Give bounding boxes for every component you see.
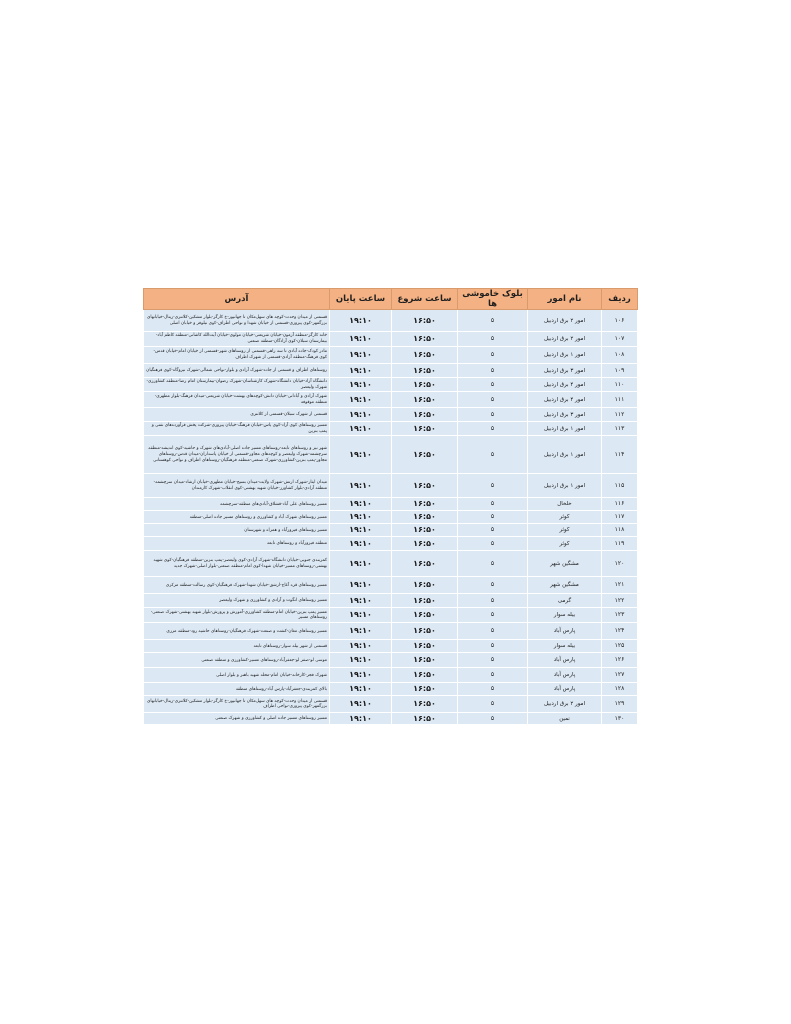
row-end-time: ۱۹:۱۰: [330, 310, 392, 332]
row-end-time: ۱۹:۱۰: [330, 713, 392, 725]
row-end-time: ۱۹:۱۰: [330, 332, 392, 347]
row-start-time: ۱۶:۵۰: [392, 608, 458, 623]
row-start-time: ۱۶:۵۰: [392, 392, 458, 408]
row-start-time: ۱۶:۵۰: [392, 623, 458, 640]
table-row: [144, 498, 638, 511]
row-start-time: ۱۶:۵۰: [392, 696, 458, 713]
table-row: [144, 623, 638, 640]
table-row: [144, 640, 638, 653]
row-address: دانشگاه آزاد-خیابان دانشگاه-شهرک کارشناسان-شهرک رضوان-بیمارستان امام رضا-منطقه کشاورزی-شهرک ولیعصر: [144, 378, 330, 392]
table-row: [144, 332, 638, 347]
row-end-time: ۱۹:۱۰: [330, 364, 392, 378]
table-row: [144, 392, 638, 408]
row-block: ۵: [458, 436, 528, 474]
row-index: ۱۲۰: [602, 551, 638, 577]
table-row: [144, 653, 638, 668]
header-block: بلوک خاموشی ها: [458, 289, 528, 310]
row-area: پارس آباد: [528, 668, 602, 683]
row-index: ۱۱۱: [602, 392, 638, 408]
row-index: ۱۱۵: [602, 474, 638, 498]
row-block: ۵: [458, 713, 528, 725]
row-address: مسیر پمپ بنزین-خیابان امام-منطقه کشاورزی-آموزش و پرورش-بلوار شهید بهشتی-شهرک صنعتی-روستاهای مسیر: [144, 608, 330, 623]
row-area: امور ۱ برق اردبیل: [528, 474, 602, 498]
table-row: [144, 511, 638, 524]
row-index: ۱۰۹: [602, 364, 638, 378]
row-address: روستاهای اطراف و قسمتی از جاده-شهرک آزادی و بلوار-نواحی شمالی-شهرک نیروگاه-کوی فرهنگیان: [144, 364, 330, 378]
row-start-time: ۱۶:۵۰: [392, 378, 458, 392]
row-area: امور ۳ برق اردبیل: [528, 408, 602, 422]
row-block: ۵: [458, 653, 528, 668]
row-end-time: ۱۹:۱۰: [330, 378, 392, 392]
row-address: مسیر روستاهای مغان-کشت و صنعت-شهرک فرهنگیان-روستاهای حاشیه رود-منطقه مرزی: [144, 623, 330, 640]
row-index: ۱۲۶: [602, 653, 638, 668]
table-row: [144, 364, 638, 378]
row-area: گرمی: [528, 594, 602, 608]
row-index: ۱۱۶: [602, 498, 638, 511]
table-row: [144, 408, 638, 422]
outage-schedule-sheet: [143, 288, 637, 725]
row-block: ۵: [458, 511, 528, 524]
row-start-time: ۱۶:۵۰: [392, 474, 458, 498]
row-area: مشگین شهر: [528, 551, 602, 577]
row-block: ۵: [458, 551, 528, 577]
row-end-time: ۱۹:۱۰: [330, 577, 392, 594]
row-index: ۱۱۳: [602, 422, 638, 436]
row-block: ۵: [458, 696, 528, 713]
row-block: ۵: [458, 310, 528, 332]
row-end-time: ۱۹:۱۰: [330, 696, 392, 713]
row-start-time: ۱۶:۵۰: [392, 683, 458, 696]
table-row: [144, 551, 638, 577]
row-block: ۵: [458, 498, 528, 511]
row-end-time: ۱۹:۱۰: [330, 347, 392, 364]
row-address: قسمتی از شهرک سبلان-قسمتی از کلانتری: [144, 408, 330, 422]
row-end-time: ۱۹:۱۰: [330, 653, 392, 668]
row-start-time: ۱۶:۵۰: [392, 551, 458, 577]
row-address: بالای کمربندی-جعفرآباد-پارس آباد-روستاهای منطقه: [144, 683, 330, 696]
row-address: مسیر روستاهای کوی آزاد-کوی یاس-خیابان فرهنگ-خیابان پیروزی-شرکت پخش فرآورده‌های نفتی و پمپ بنزین: [144, 422, 330, 436]
row-address: قسمتی از میدان وحدت-کوچه های سهل‌مکان تا جهانپور-خ کارگر-بلوار مشکین-کلانتری-زیتال-خیابانهای بزرگمهر-کوی پیروزی-نواحی اطراف: [144, 696, 330, 713]
row-area: امور ۲ برق اردبیل: [528, 696, 602, 713]
row-index: ۱۱۸: [602, 524, 638, 537]
row-block: ۵: [458, 364, 528, 378]
row-end-time: ۱۹:۱۰: [330, 668, 392, 683]
row-block: ۵: [458, 594, 528, 608]
header-index: ردیف: [602, 289, 638, 310]
row-address: شهرک آزادی و آبادانی-خیابان دانش-کوچه‌های بهشت-خیابان شریعتی-میدان فرهنگ-بلوار مطهری-منطقه موقوفه: [144, 392, 330, 408]
row-index: ۱۲۱: [602, 577, 638, 594]
row-index: ۱۲۳: [602, 608, 638, 623]
table-row: [144, 683, 638, 696]
row-block: ۵: [458, 347, 528, 364]
row-area: امور ۳ برق اردبیل: [528, 364, 602, 378]
row-index: ۱۲۸: [602, 683, 638, 696]
header-start-time: ساعت شروع: [392, 289, 458, 310]
table-row: [144, 436, 638, 474]
row-index: ۱۰۷: [602, 332, 638, 347]
row-end-time: ۱۹:۱۰: [330, 422, 392, 436]
row-block: ۵: [458, 623, 528, 640]
row-address: میدان ایثار-شهرک ارتش-شهرک ولایت-میدان بسیج-خیابان مطهری-خیابان ارشاد-میدان سرچشمه-منطقه آزادی-بلوار کشاورز-خیابان شهید بهشتی-کوی انقلاب-شهرک کارمندان: [144, 474, 330, 498]
row-start-time: ۱۶:۵۰: [392, 422, 458, 436]
row-end-time: ۱۹:۱۰: [330, 498, 392, 511]
row-area: بیله سوار: [528, 640, 602, 653]
header-end-time: ساعت پایان: [330, 289, 392, 310]
table-body: [144, 310, 638, 725]
table-row: [144, 524, 638, 537]
row-end-time: ۱۹:۱۰: [330, 608, 392, 623]
row-index: ۱۱۰: [602, 378, 638, 392]
row-start-time: ۱۶:۵۰: [392, 713, 458, 725]
header-address: آدرس: [144, 289, 330, 310]
header-area: نام امور: [528, 289, 602, 310]
row-area: کوثر: [528, 511, 602, 524]
row-block: ۵: [458, 668, 528, 683]
row-block: ۵: [458, 577, 528, 594]
row-block: ۵: [458, 640, 528, 653]
row-index: ۱۳۰: [602, 713, 638, 725]
row-area: امور ۲ برق اردبیل: [528, 310, 602, 332]
row-block: ۵: [458, 608, 528, 623]
row-block: ۵: [458, 474, 528, 498]
row-address: موسی لو-صفر لو-جعفرآباد-روستاهای مسیر-کشاورزی و منطقه صنعتی: [144, 653, 330, 668]
row-start-time: ۱۶:۵۰: [392, 653, 458, 668]
row-end-time: ۱۹:۱۰: [330, 408, 392, 422]
row-start-time: ۱۶:۵۰: [392, 364, 458, 378]
row-address: شهرک فجر-کارخانه-خیابان امام-محله شهید باهنر و بلوار اصلی: [144, 668, 330, 683]
row-area: بیله سوار: [528, 608, 602, 623]
table-row: [144, 422, 638, 436]
row-end-time: ۱۹:۱۰: [330, 537, 392, 551]
row-address: مادر کودک-جاده آبادی تا سه راهی-قسمتی از روستاهای شهر-قسمتی از خیابان امام-خیابان قدس-کوی فرهنگ-منطقه آزادی-قسمتی از شهرک اطراف: [144, 347, 330, 364]
row-start-time: ۱۶:۵۰: [392, 594, 458, 608]
row-end-time: ۱۹:۱۰: [330, 683, 392, 696]
row-end-time: ۱۹:۱۰: [330, 640, 392, 653]
table-row: [144, 347, 638, 364]
row-start-time: ۱۶:۵۰: [392, 436, 458, 474]
row-area: امور ۴ برق اردبیل: [528, 392, 602, 408]
row-block: ۵: [458, 392, 528, 408]
row-address: قسمتی از میدان وحدت-کوچه های سهل‌مکان تا جهانپور-خ کارگر-بلوار مشکین-کلانتری-زیتال-خیابانهای بزرگمهر-کوی پیروزی-قسمتی از خیابان شهدا و نواحی اطراف-کوی نیلوفر و خیابان اصلی: [144, 310, 330, 332]
row-address: مسیر روستاهای فیروزآباد و همراه و شهرستان: [144, 524, 330, 537]
row-end-time: ۱۹:۱۰: [330, 474, 392, 498]
table-row: [144, 537, 638, 551]
row-area: امور ۱ برق اردبیل: [528, 347, 602, 364]
table-row: [144, 713, 638, 725]
table-row: [144, 577, 638, 594]
row-area: امور ۲ برق اردبیل: [528, 332, 602, 347]
row-area: کوثر: [528, 537, 602, 551]
row-block: ۵: [458, 422, 528, 436]
row-address: شهر نیر و روستاهای تابعه-روستاهای مسیر جاده اصلی-آبادی‌های شهرک و حاشیه-کوی اندیشه-منطقه سرچشمه-شهرک ولیعصر و کوچه‌های مجاور-قسمتی از خیابان پاسداران-میدان قدس-روستاهای مجاور-پمپ بنزین-کشاورزی-شهرک صنعتی-منطقه فرهنگیان-روستاهای اطراف و نواحی کوهستانی: [144, 436, 330, 474]
row-index: ۱۰۸: [602, 347, 638, 364]
outage-schedule-table: [143, 288, 638, 725]
row-start-time: ۱۶:۵۰: [392, 537, 458, 551]
row-address: خانه کارگر-منطقه آزمون-خیابان شریعتی-خیابان مولوی-خیابان آیت‌الله کاشانی-منطقه کاظم آباد-بیمارستان سبلان-کوی آزادگان-منطقه صنعتی: [144, 332, 330, 347]
row-start-time: ۱۶:۵۰: [392, 640, 458, 653]
row-start-time: ۱۶:۵۰: [392, 577, 458, 594]
table-row: [144, 696, 638, 713]
row-area: پارس آباد: [528, 683, 602, 696]
row-index: ۱۲۴: [602, 623, 638, 640]
row-block: ۵: [458, 524, 528, 537]
row-address: مسیر روستاهای علی آباد-قشلاق-آبادی‌های منطقه-سرچشمه: [144, 498, 330, 511]
row-index: ۱۱۴: [602, 436, 638, 474]
row-index: ۱۲۷: [602, 668, 638, 683]
row-address: قسمتی از شهر بیله سوار-روستاهای تابعه: [144, 640, 330, 653]
header-row: [144, 289, 638, 310]
row-block: ۵: [458, 332, 528, 347]
row-area: امور ۴ برق اردبیل: [528, 378, 602, 392]
row-start-time: ۱۶:۵۰: [392, 498, 458, 511]
row-area: پارس آباد: [528, 623, 602, 640]
row-start-time: ۱۶:۵۰: [392, 511, 458, 524]
row-start-time: ۱۶:۵۰: [392, 524, 458, 537]
table-row: [144, 378, 638, 392]
row-block: ۵: [458, 408, 528, 422]
row-block: ۵: [458, 378, 528, 392]
row-area: امور ۱ برق اردبیل: [528, 436, 602, 474]
row-start-time: ۱۶:۵۰: [392, 310, 458, 332]
row-area: امور ۱ برق اردبیل: [528, 422, 602, 436]
row-start-time: ۱۶:۵۰: [392, 408, 458, 422]
row-index: ۱۲۲: [602, 594, 638, 608]
table-row: [144, 594, 638, 608]
table-row: [144, 608, 638, 623]
row-address: مسیر روستاهای قره آغاج-ارشق-خیابان شهدا-شهرک فرهنگیان-کوی رسالت-منطقه مرکزی: [144, 577, 330, 594]
row-end-time: ۱۹:۱۰: [330, 392, 392, 408]
row-area: خلخال: [528, 498, 602, 511]
row-address: مسیر روستاهای مسیر جاده اصلی و کشاورزی و شهرک صنعتی: [144, 713, 330, 725]
row-start-time: ۱۶:۵۰: [392, 332, 458, 347]
table-row: [144, 474, 638, 498]
row-block: ۵: [458, 683, 528, 696]
row-index: ۱۲۵: [602, 640, 638, 653]
row-area: کوثر: [528, 524, 602, 537]
row-end-time: ۱۹:۱۰: [330, 511, 392, 524]
row-start-time: ۱۶:۵۰: [392, 668, 458, 683]
row-index: ۱۱۹: [602, 537, 638, 551]
row-address: مسیر روستاهای انگوت و آزادی و کشاورزی و شهرک ولیعصر: [144, 594, 330, 608]
row-index: ۱۰۶: [602, 310, 638, 332]
row-area: نمین: [528, 713, 602, 725]
row-start-time: ۱۶:۵۰: [392, 347, 458, 364]
row-address: منطقه فیروزآباد و روستاهای تابعه: [144, 537, 330, 551]
row-address: کمربندی جنوبی-خیابان دانشگاه-شهرک آزادی-کوی ولیعصر-پمپ بنزین-منطقه فرهنگیان-کوی شهید بهشتی-روستاهای مسیر-خیابان شهدا-کوی امام-منطقه صنعتی-بلوار اصلی-شهرک جدید: [144, 551, 330, 577]
table-row: [144, 310, 638, 332]
row-area: مشگین شهر: [528, 577, 602, 594]
row-area: پارس آباد: [528, 653, 602, 668]
table-row: [144, 668, 638, 683]
row-index: ۱۱۷: [602, 511, 638, 524]
row-index: ۱۱۲: [602, 408, 638, 422]
row-end-time: ۱۹:۱۰: [330, 551, 392, 577]
row-end-time: ۱۹:۱۰: [330, 524, 392, 537]
row-end-time: ۱۹:۱۰: [330, 436, 392, 474]
row-block: ۵: [458, 537, 528, 551]
row-end-time: ۱۹:۱۰: [330, 623, 392, 640]
row-index: ۱۲۹: [602, 696, 638, 713]
row-address: مسیر روستاهای شهرک آباد و کشاورزی و روستاهای مسیر جاده اصلی-منطقه: [144, 511, 330, 524]
row-end-time: ۱۹:۱۰: [330, 594, 392, 608]
